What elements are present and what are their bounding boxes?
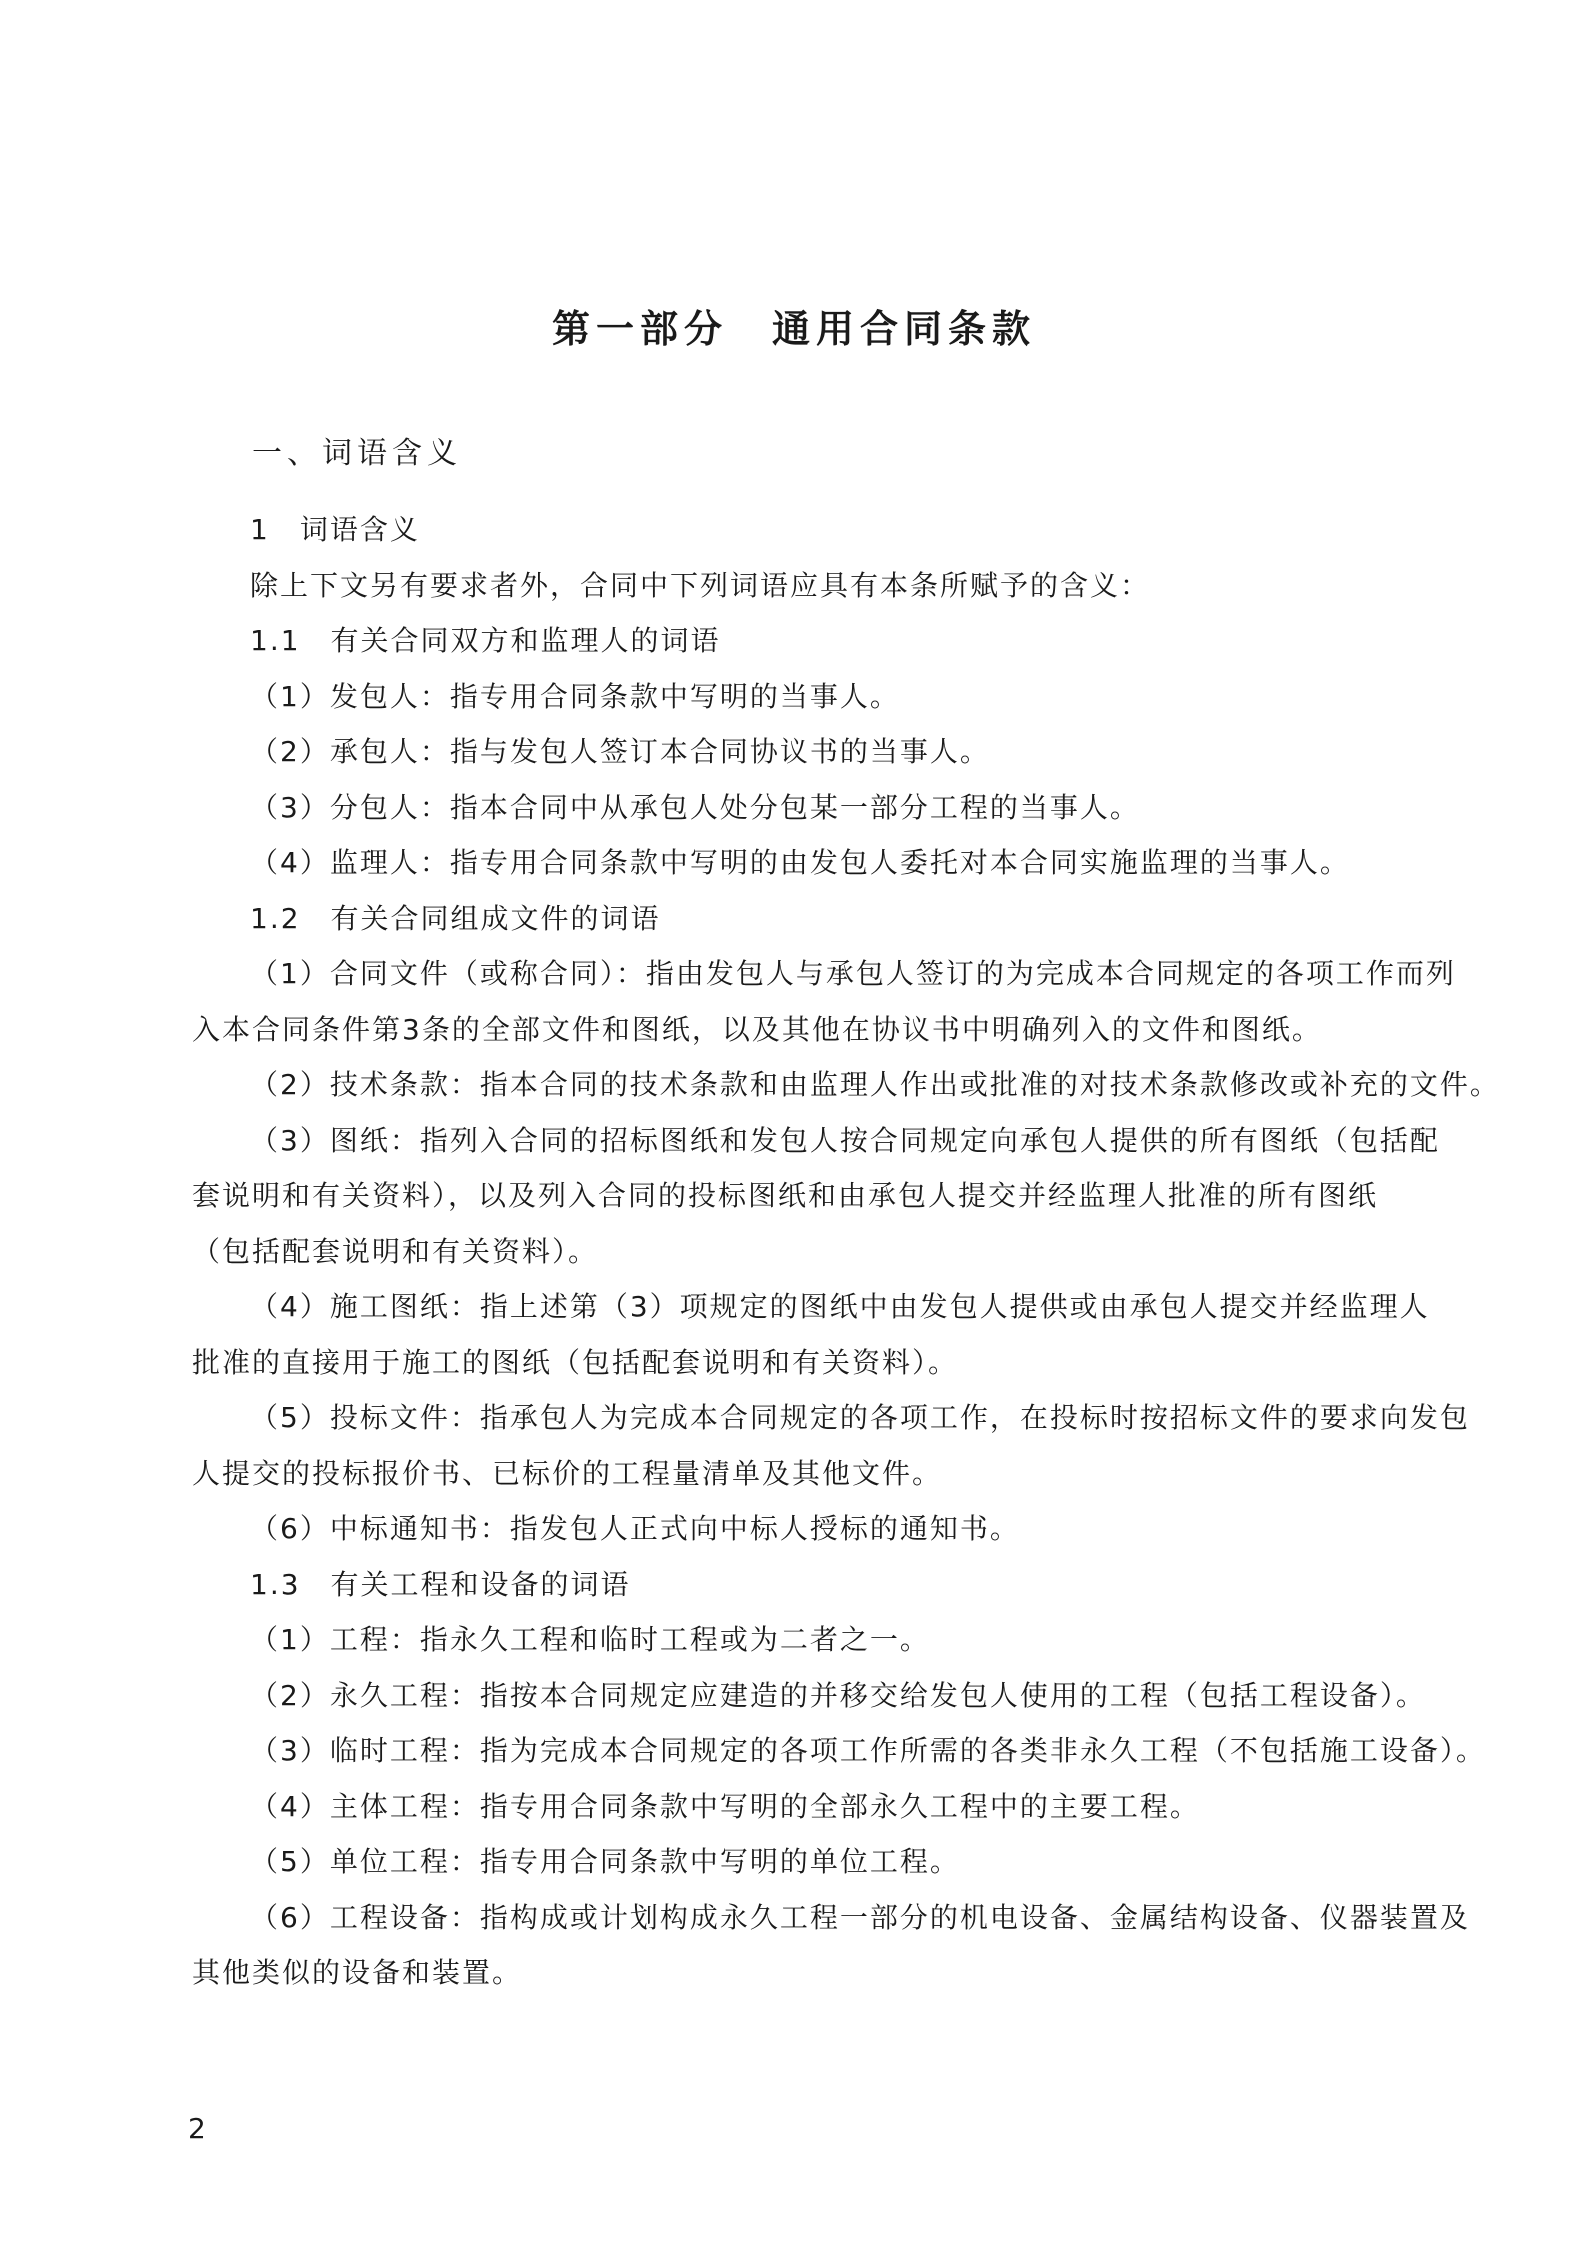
text-line: （2）永久工程：指按本合同规定应建造的并移交给发包人使用的工程（包括工程设备）。 (250, 1678, 1426, 1712)
text-line: 1.1 有关合同双方和监理人的词语 (250, 624, 721, 657)
text-line: 入本合同条件第3条的全部文件和图纸，以及其他在协议书中明确列入的文件和图纸。 (192, 1012, 1322, 1046)
page-number: 2 (188, 2112, 206, 2145)
text-line: 人提交的投标报价书、已标价的工程量清单及其他文件。 (192, 1456, 943, 1490)
text-line: （3）临时工程：指为完成本合同规定的各项工作所需的各类非永久工程（不包括施工设备）。 (250, 1734, 1486, 1767)
text-line: 1 词语含义 (250, 513, 420, 546)
text-line: 套说明和有关资料），以及列入合同的投标图纸和由承包人提交并经监理人批准的所有图纸 (192, 1179, 1379, 1212)
text-line: （3）分包人：指本合同中从承包人处分包某一部分工程的当事人。 (250, 790, 1140, 824)
page-title: 第一部分 通用合同条款 (551, 307, 1036, 351)
body-text (192, 502, 1500, 2001)
text-line: （6）中标通知书：指发包人正式向中标人授标的通知书。 (250, 1512, 1020, 1545)
text-line: 批准的直接用于施工的图纸（包括配套说明和有关资料）。 (192, 1345, 959, 1379)
text-line: （3）图纸：指列入合同的招标图纸和发包人按合同规定向承包人提供的所有图纸（包括配 (250, 1123, 1440, 1157)
section-heading: 一、词语含义 (252, 436, 462, 471)
text-line: （1）工程：指永久工程和临时工程或为二者之一。 (250, 1623, 930, 1656)
text-line: （1）发包人：指专用合同条款中写明的当事人。 (250, 679, 900, 713)
text-line: （4）主体工程：指专用合同条款中写明的全部永久工程中的主要工程。 (250, 1789, 1200, 1823)
text-line: 1.3 有关工程和设备的词语 (250, 1567, 631, 1601)
text-line: （5）单位工程：指专用合同条款中写明的单位工程。 (250, 1845, 960, 1878)
text-line: （1）合同文件（或称合同）：指由发包人与承包人签订的为完成本合同规定的各项工作而列 (250, 957, 1456, 990)
text-line: （6）工程设备：指构成或计划构成永久工程一部分的机电设备、金属结构设备、仪器装置及 (250, 1900, 1470, 1934)
text-line: （5）投标文件：指承包人为完成本合同规定的各项工作，在投标时按招标文件的要求向发包 (250, 1401, 1470, 1434)
text-line: （包括配套说明和有关资料）。 (192, 1234, 599, 1268)
text-line: （4）监理人：指专用合同条款中写明的由发包人委托对本合同实施监理的当事人。 (250, 846, 1350, 879)
text-line: （4）施工图纸：指上述第（3）项规定的图纸中由发包人提供或由承包人提交并经监理人 (250, 1290, 1430, 1323)
text-line: （2）技术条款：指本合同的技术条款和由监理人作出或批准的对技术条款修改或补充的文件。 (250, 1068, 1500, 1101)
text-line: 1.2 有关合同组成文件的词语 (250, 901, 661, 935)
text-line: 除上下文另有要求者外，合同中下列词语应具有本条所赋予的含义： (250, 568, 1151, 602)
text-line: 其他类似的设备和装置。 (192, 1956, 523, 1989)
text-line: （2）承包人：指与发包人签订本合同协议书的当事人。 (250, 735, 990, 768)
